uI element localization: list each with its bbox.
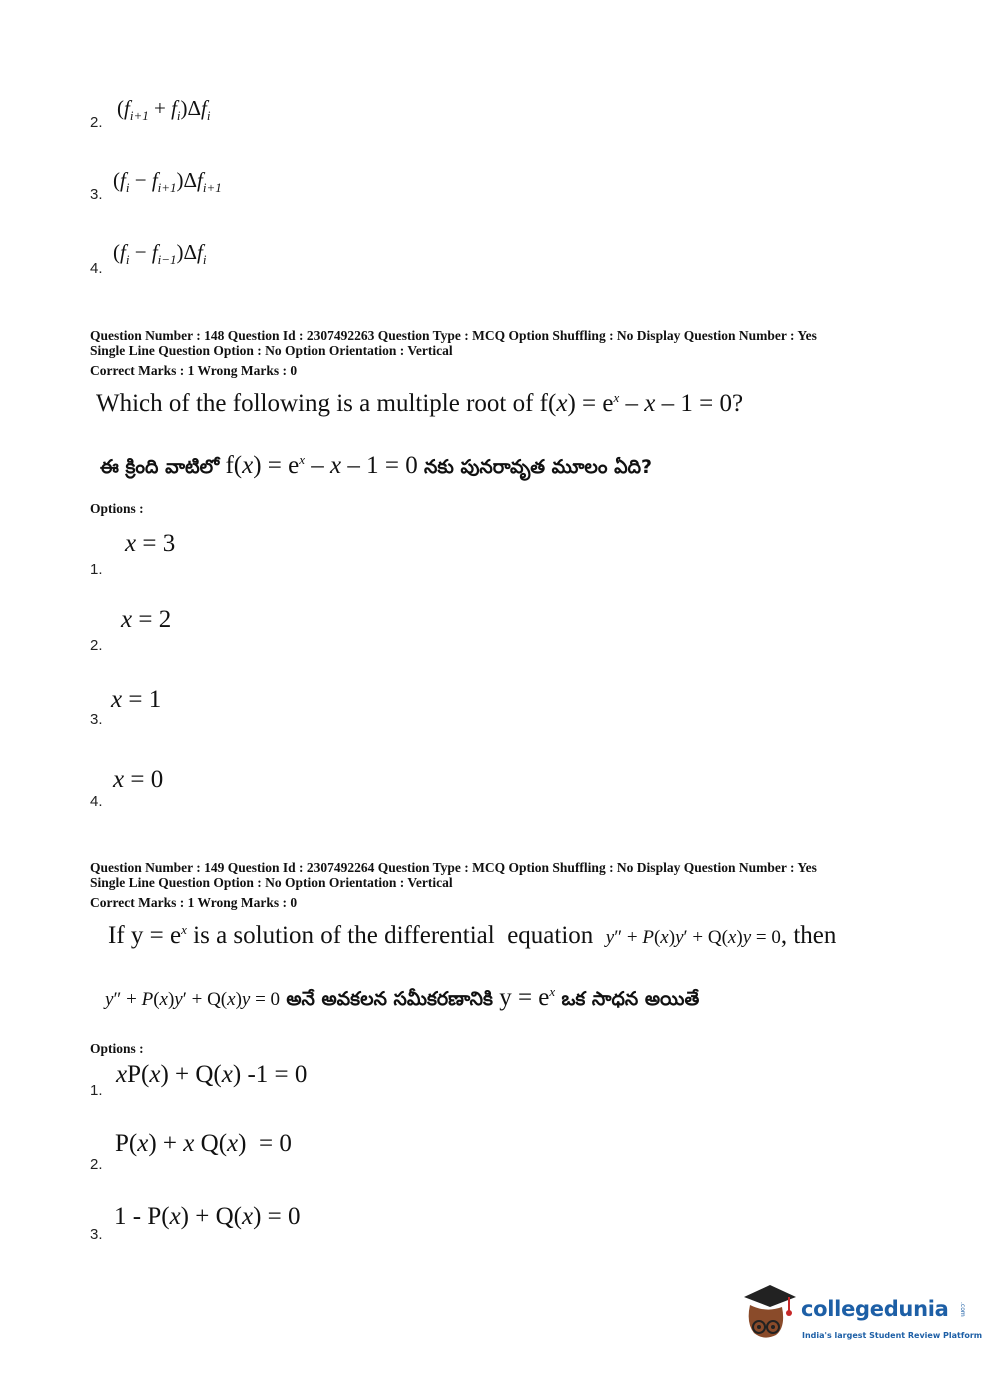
q149-option-2-number: 2. (90, 1156, 103, 1173)
q148-option-3-expr: x = 1 (111, 686, 162, 713)
q148-option-4-expr: x = 0 (113, 766, 164, 793)
brand-suffix: .com (959, 1302, 966, 1317)
q148-meta-line1: Question Number : 148 Question Id : 2307492263 Question Type : MCQ Option Shuffling : No Display Question Number : Yes (90, 328, 817, 343)
q148-meta-line2: Single Line Question Option : No Option Orientation : Vertical (90, 343, 453, 358)
collegedunia-watermark (740, 1283, 983, 1353)
prev-option-3-number: 3. (90, 186, 103, 203)
q149-meta-line2: Single Line Question Option : No Option Orientation : Vertical (90, 875, 453, 890)
q149-meta-line1: Question Number : 149 Question Id : 2307492264 Question Type : MCQ Option Shuffling : No Display Question Number : Yes (90, 860, 817, 875)
q149-option-3-expr: 1 - P(x) + Q(x) = 0 (114, 1203, 301, 1230)
q148-option-4-number: 4. (90, 793, 103, 810)
q148-question-en: Which of the following is a multiple root of $f(x) = e^x - x - 1 = 0$? (96, 390, 744, 417)
q149-marks: Correct Marks : 1 Wrong Marks : 0 (90, 895, 298, 910)
prev-option-4-number: 4. (90, 260, 103, 277)
q148-marks: Correct Marks : 1 Wrong Marks : 0 (90, 363, 298, 378)
q149-question-en: If $y = e^x$ is a solution of the differential equation y″ + P(x)y′ + Q(x)y = 0, then (108, 922, 837, 949)
q149-option-3-number: 3. (90, 1226, 103, 1243)
mascot-icon (740, 1283, 798, 1345)
brand-name: collegedunia (801, 1297, 949, 1321)
prev-option-4-expr: $(f_i - f_{i-1})\Delta f_i$ (113, 240, 207, 267)
prev-option-2-expr: $(f_{i+1} + f_i)\Delta f_i$ (117, 96, 211, 123)
q148-option-2-number: 2. (90, 637, 103, 654)
q149-option-1-number: 1. (90, 1082, 103, 1099)
prev-option-2-number: 2. (90, 114, 103, 131)
q149-option-2-expr: P(x) + x Q(x) = 0 (115, 1130, 292, 1157)
q148-option-3-number: 3. (90, 711, 103, 728)
prev-option-3-expr: $(f_i - f_{i+1})\Delta f_{i+1}$ (113, 168, 222, 195)
brand-tagline: India's largest Student Review Platform (802, 1331, 983, 1340)
q149-option-1-expr: xP(x) + Q(x) -1 = 0 (116, 1061, 308, 1088)
q148-option-1-expr: x = 3 (125, 530, 176, 557)
q149-options-label: Options : (90, 1041, 144, 1056)
q148-question-te: ఈ క్రింది వాటిలో $f(x) = e^x - x - 1 = 0$ నకు పునరావృత మూలం ఏది? (100, 452, 653, 479)
q148-option-1-number: 1. (90, 561, 103, 578)
q148-option-2-expr: x = 2 (121, 606, 172, 633)
q149-question-te: y″ + P(x)y′ + Q(x)y = 0 అనే అవకలన సమీకరణానికి $y = e^x$ ఒక సాధన అయితే (105, 984, 700, 1011)
q148-options-label: Options : (90, 501, 144, 516)
